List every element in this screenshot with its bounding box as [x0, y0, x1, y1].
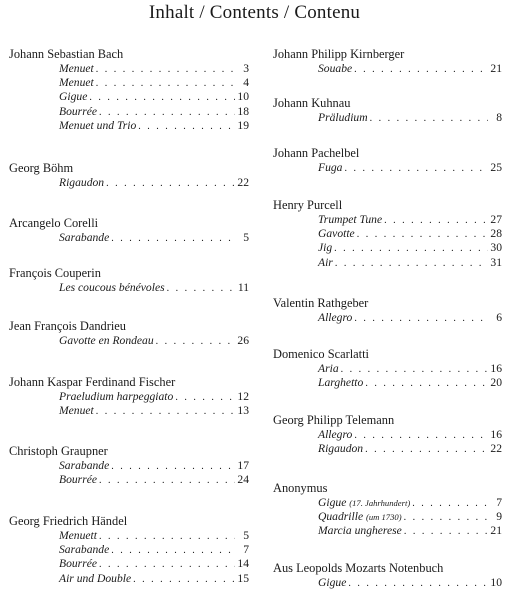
dot-leader [370, 112, 488, 126]
page-number: 13 [237, 404, 249, 418]
page-number: 10 [490, 576, 502, 589]
composer-section [273, 480, 502, 539]
composer-section [9, 46, 249, 133]
piece-title: Air und Double [59, 571, 132, 585]
toc-entry[interactable] [59, 231, 249, 245]
page-number: 7 [243, 543, 249, 557]
piece-title: Gigue [318, 576, 347, 589]
toc-entry[interactable] [59, 176, 249, 190]
page-number: 26 [237, 334, 249, 347]
dot-leader [96, 77, 235, 91]
dot-leader [412, 497, 488, 511]
dot-leader [111, 232, 235, 246]
toc-entry[interactable] [59, 105, 249, 119]
dot-leader [354, 429, 488, 443]
piece-title: Bourrée [59, 557, 97, 571]
piece-title: Präludium [318, 111, 368, 124]
composer-name: Georg Böhm [9, 161, 74, 175]
piece-title: Gavotte [318, 227, 355, 241]
toc-entry[interactable] [318, 376, 502, 390]
dot-leader [111, 460, 235, 474]
piece-title: Rigaudon [318, 442, 364, 456]
page-number: 18 [237, 104, 249, 118]
toc-entry[interactable] [59, 557, 249, 571]
piece-title: Menuet [59, 76, 94, 90]
composer-section [273, 295, 502, 325]
piece-title: Rigaudon [59, 176, 105, 189]
toc-entry[interactable] [318, 213, 502, 227]
piece-title: Aria [318, 362, 339, 375]
dot-leader [354, 63, 488, 77]
composer-name: Georg Philipp Telemann [273, 413, 395, 427]
page-number: 5 [243, 529, 249, 542]
composer-name: Johann Kaspar Ferdinand Fischer [9, 375, 176, 389]
dot-leader [156, 335, 235, 349]
dot-leader [99, 558, 235, 572]
page-number: 10 [237, 90, 249, 104]
composer-name: Valentin Rathgeber [273, 296, 369, 310]
composer-name: Jean François Dandrieu [9, 319, 126, 333]
piece-title: Praeludium harpeggiato [59, 390, 174, 403]
composer-name: Aus Leopolds Mozarts Notenbuch [273, 561, 444, 575]
composer-name: Arcangelo Corelli [9, 216, 99, 230]
toc-entry[interactable] [318, 428, 502, 442]
toc-entry[interactable] [318, 241, 502, 255]
toc-entry[interactable] [318, 256, 502, 270]
piece-title: Menuett [59, 529, 97, 542]
composer-section [273, 95, 502, 125]
page-number: 6 [496, 311, 502, 324]
toc-entry[interactable] [59, 281, 249, 295]
page-number: 22 [237, 176, 249, 189]
page-number: 7 [496, 496, 502, 509]
piece-title: Les coucous bénévoles [59, 281, 165, 294]
toc-entry[interactable] [318, 496, 502, 510]
composer-section [273, 412, 502, 456]
dot-leader [133, 573, 235, 587]
piece-title: Sarabande [59, 459, 110, 472]
piece-title: Bourrée [59, 104, 97, 118]
page-number: 15 [237, 571, 249, 585]
piece-title: Gigue [59, 90, 88, 104]
page-number: 21 [490, 524, 502, 538]
toc-entry[interactable] [59, 543, 249, 557]
composer-name: François Couperin [9, 266, 101, 280]
toc-entry[interactable] [318, 510, 502, 524]
piece-title: Trumpet Tune [318, 213, 383, 226]
toc-entry[interactable] [59, 404, 249, 418]
piece-title: Fuga [318, 161, 343, 174]
piece-title: Quadrille (um 1730) [318, 510, 402, 524]
page-number: 16 [490, 428, 502, 441]
composer-name: Georg Friedrich Händel [9, 514, 128, 528]
composer-section [9, 160, 249, 190]
page-number: 16 [490, 362, 502, 375]
dot-leader [99, 106, 235, 120]
composer-section [9, 265, 249, 295]
dot-leader [96, 63, 235, 77]
dot-leader [365, 377, 488, 391]
dot-leader [348, 577, 488, 591]
piece-title: Gavotte en Rondeau [59, 334, 154, 347]
toc-entry[interactable] [318, 111, 502, 125]
dot-leader [341, 363, 488, 377]
toc-entry[interactable] [318, 227, 502, 241]
composer-section [273, 560, 502, 590]
toc-entry[interactable] [59, 459, 249, 473]
piece-title: Jig [318, 241, 333, 255]
piece-title: Souabe [318, 62, 353, 75]
composer-section [9, 513, 249, 586]
piece-title: Menuet und Trio [59, 118, 137, 132]
page-number: 20 [490, 376, 502, 390]
toc-entry[interactable] [59, 76, 249, 90]
toc-entry[interactable] [318, 576, 502, 590]
dot-leader [365, 443, 488, 457]
toc-entry[interactable] [59, 62, 249, 76]
dot-leader [404, 525, 488, 539]
toc-entry[interactable] [59, 334, 249, 348]
composer-name: Johann Philipp Kirnberger [273, 47, 405, 61]
dot-leader [357, 228, 488, 242]
toc-entry[interactable] [59, 529, 249, 543]
page-number: 19 [237, 118, 249, 132]
dot-leader [404, 511, 488, 525]
dot-leader [99, 530, 235, 544]
composer-section [273, 145, 502, 175]
page-number: 14 [237, 557, 249, 571]
toc-entry[interactable] [59, 473, 249, 487]
dot-leader [334, 242, 488, 256]
piece-title: Gigue (17. Jahrhundert) [318, 496, 411, 509]
piece-title: Sarabande [59, 543, 110, 557]
composer-section [9, 215, 249, 245]
dot-leader [99, 474, 235, 488]
toc-entry[interactable] [318, 524, 502, 538]
page-number: 24 [237, 473, 249, 487]
page-number: 25 [490, 161, 502, 174]
page-number: 11 [237, 281, 249, 294]
page-number: 27 [490, 213, 502, 226]
dot-leader [167, 282, 235, 296]
composer-section [273, 346, 502, 390]
toc-entry[interactable] [59, 572, 249, 586]
toc-entry[interactable] [59, 90, 249, 104]
composer-section [9, 318, 249, 348]
composer-name: Johann Kuhnau [273, 96, 351, 110]
page-number: 3 [243, 62, 249, 75]
composer-section [273, 197, 502, 270]
toc-entry[interactable] [59, 119, 249, 133]
piece-title: Sarabande [59, 231, 110, 244]
piece-title: Menuet [59, 404, 94, 418]
page-title: Inhalt / Contents / Contenu [148, 2, 361, 23]
piece-title: Menuet [59, 62, 94, 75]
page-number: 4 [243, 76, 249, 90]
dot-leader [89, 91, 235, 105]
toc-entry[interactable] [318, 62, 502, 76]
composer-name: Johann Sebastian Bach [9, 47, 124, 61]
page-number: 17 [237, 459, 249, 472]
dot-leader [344, 162, 488, 176]
dot-leader [111, 544, 235, 558]
toc-entry[interactable] [318, 311, 502, 325]
composer-name: Christoph Graupner [9, 444, 108, 458]
page-number: 21 [490, 62, 502, 75]
composer-section [273, 46, 502, 76]
page-number: 9 [496, 510, 502, 524]
toc-entry[interactable] [318, 362, 502, 376]
piece-title: Bourrée [59, 473, 97, 487]
dot-leader [106, 177, 235, 191]
toc-entry[interactable] [59, 390, 249, 404]
dot-leader [96, 405, 235, 419]
piece-title: Larghetto [318, 376, 364, 390]
dot-leader [384, 214, 488, 228]
dot-leader [138, 120, 235, 134]
piece-note: (17. Jahrhundert) [349, 498, 411, 508]
dot-leader [175, 391, 235, 405]
page-number: 5 [243, 231, 249, 244]
dot-leader [335, 257, 488, 271]
piece-note: (um 1730) [366, 512, 402, 523]
page-number: 28 [490, 227, 502, 241]
toc-entry[interactable] [318, 442, 502, 456]
piece-title: Allegro [318, 428, 353, 441]
composer-name: Johann Pachelbel [273, 146, 360, 160]
composer-name: Domenico Scarlatti [273, 347, 369, 361]
piece-title: Air [318, 255, 333, 269]
composer-name: Anonymus [273, 481, 328, 495]
page-number: 30 [490, 241, 502, 255]
composer-name: Henry Purcell [273, 198, 343, 212]
dot-leader [354, 312, 488, 326]
piece-title: Allegro [318, 311, 353, 324]
composer-section [9, 443, 249, 487]
page-number: 8 [496, 111, 502, 124]
page-number: 31 [490, 255, 502, 269]
page-number: 12 [237, 390, 249, 403]
toc-entry[interactable] [318, 161, 502, 175]
piece-title: Marcia ungherese [318, 524, 402, 538]
page-number: 22 [490, 442, 502, 456]
composer-section [9, 374, 249, 418]
